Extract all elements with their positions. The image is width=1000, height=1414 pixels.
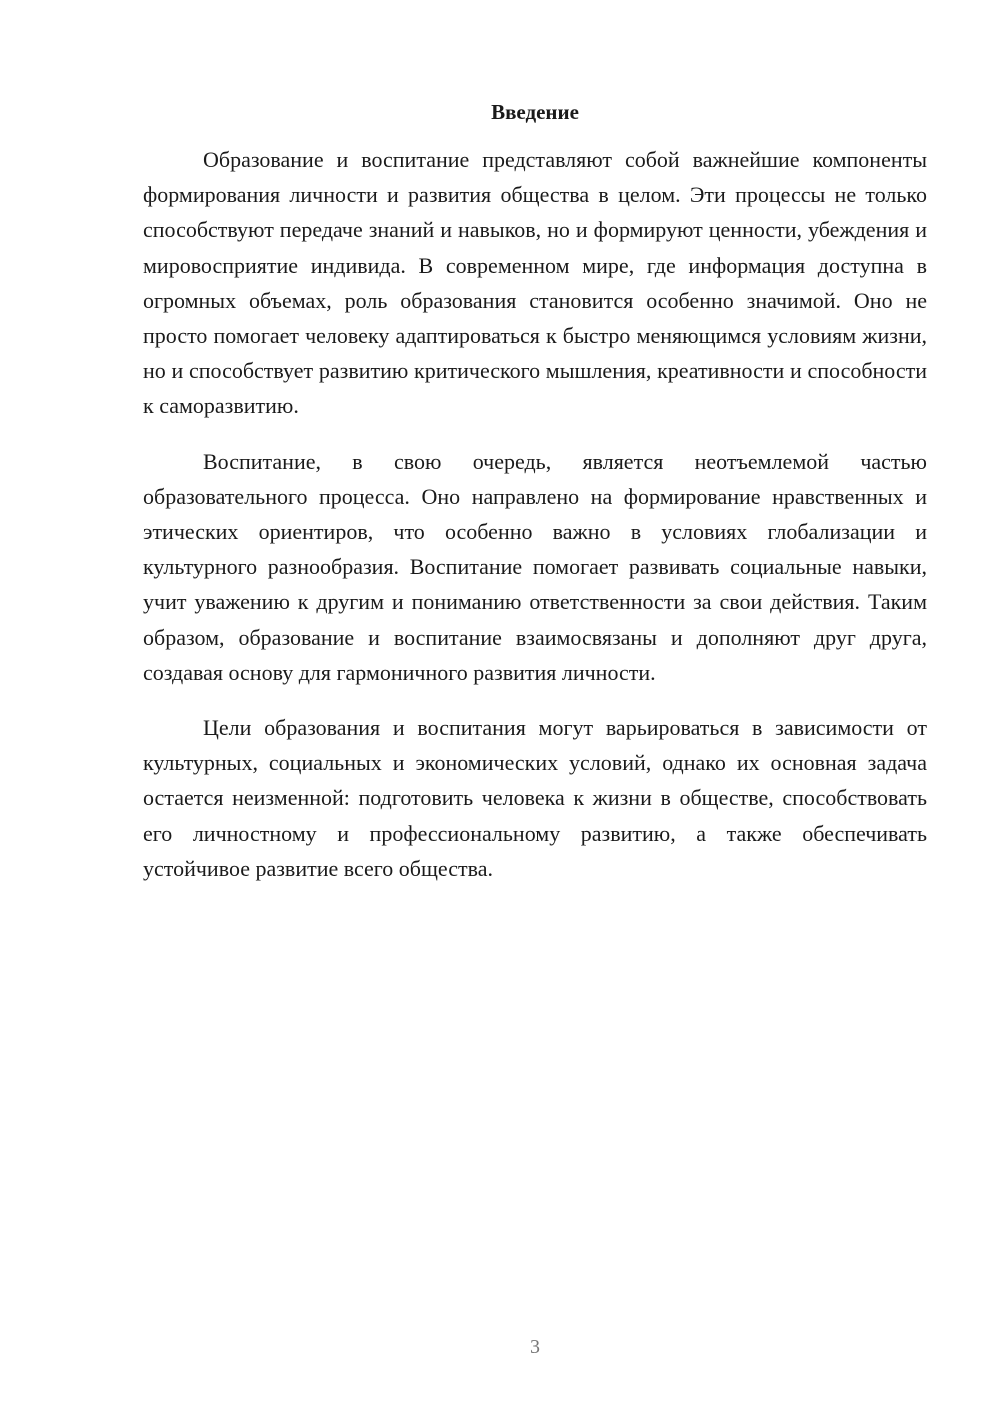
paragraph-2: Воспитание, в свою очередь, является неотъемлемой частью образовательного процесса. Оно направлено на формирование нравственных и этических ориентиров, что особенно важно в условиях глобализации и культурного разнообразия. Воспитание помогает развивать социальные навыки, учит уважению к другим и пониманию ответственности за свои действия. Таким образом, образование и воспитание взаимосвязаны и дополняют друг друга, создавая основу для гармоничного развития личности. xyxy=(143,448,927,685)
paragraph-3: Цели образования и воспитания могут варьироваться в зависимости от культурных, социальных и экономических условий, однако их основная задача остается неизменной: подготовить человека к жизни в обществе, способствовать его личностному и профессиональному развитию, а также обеспечивать устойчивое развитие всего общества. xyxy=(143,715,927,881)
page-number: 3 xyxy=(530,1336,540,1358)
paragraph-1: Образование и воспитание представляют собой важнейшие компоненты формирования личности и развития общества в целом. Эти процессы не только способствуют передаче знаний и навыков, но и формируют ценности, убеждения и мировосприятие индивида. В современном мире, где информация доступна в огромных объемах, роль образования становится особенно значимой. Оно не просто помогает человеку адаптироваться к быстро меняющимся условиям жизни, но и способствует развитию критического мышления, креативности и способности к саморазвитию. xyxy=(143,147,927,419)
section-heading: Введение xyxy=(491,100,579,124)
document-body xyxy=(143,142,927,906)
